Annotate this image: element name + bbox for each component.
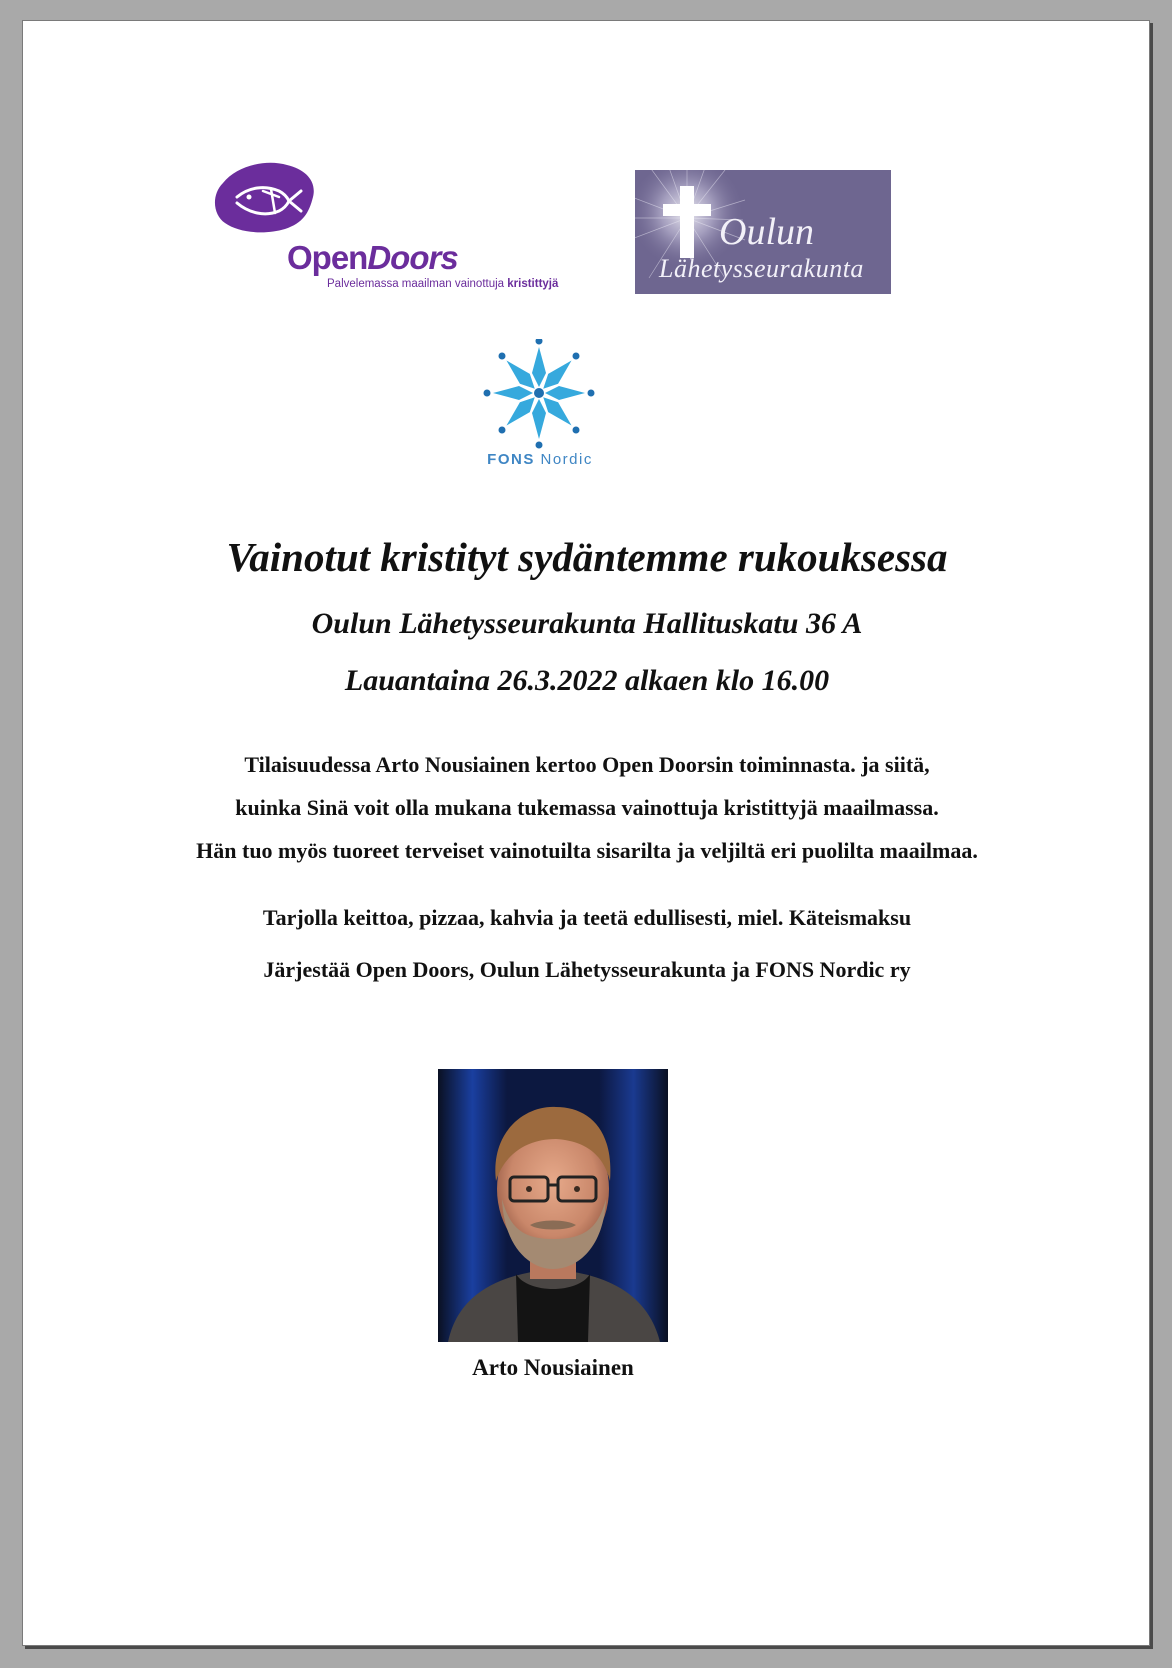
- snowflake-star-icon: [475, 339, 605, 451]
- event-date: Lauantaina 26.3.2022 alkaen klo 16.00: [344, 664, 830, 697]
- speaker-portrait-icon: [438, 1069, 668, 1342]
- description-line-3: Hän tuo myös tuoreet terveiset vainotuilta sisarilta ja veljiltä eri puolilta maailmaa.: [196, 838, 978, 863]
- speaker-name: Arto Nousiainen: [472, 1355, 634, 1380]
- open-doors-tagline: Palvelemassa maailman vainottuja kristittyjä: [327, 278, 559, 290]
- flyer-page: [22, 20, 1150, 1646]
- fons-nordic-logo: [475, 339, 605, 481]
- open-doors-wordmark: OpenDoors: [287, 239, 458, 276]
- oulun-logo-subtitle: Lähetysseurakunta: [659, 254, 864, 283]
- description-line-1: Tilaisuudessa Arto Nousiainen kertoo Open Doorsin toiminnasta. ja siitä,: [244, 752, 930, 777]
- organizers-text: Järjestää Open Doors, Oulun Lähetysseurakunta ja FONS Nordic ry: [263, 957, 911, 982]
- refreshments-text: Tarjolla keittoa, pizzaa, kahvia ja teetä edullisesti, miel. Käteismaksu: [262, 905, 912, 930]
- oulun-lahetysseurakunta-logo: [635, 170, 891, 294]
- open-doors-logo: [209, 161, 629, 311]
- open-doors-fish-icon: [209, 161, 319, 241]
- description-line-2: kuinka Sinä voit olla mukana tukemassa vainottuja kristittyjä maailmassa.: [235, 795, 939, 820]
- event-location: Oulun Lähetysseurakunta Hallituskatu 36 A: [311, 607, 863, 640]
- event-title: Vainotut kristityt sydäntemme rukouksessa: [226, 534, 948, 580]
- fons-nordic-wordmark: FONS Nordic: [487, 451, 593, 468]
- oulun-logo-title: Oulun: [719, 211, 814, 253]
- speaker-photo: [438, 1069, 668, 1342]
